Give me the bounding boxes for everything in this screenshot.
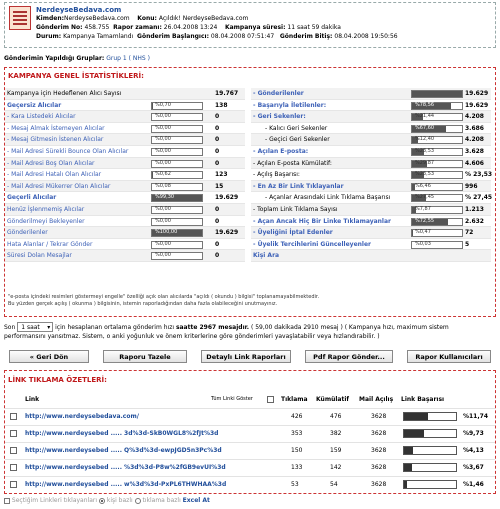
stat-label[interactable]: Gönderilmeyi Bekleyenler	[7, 217, 85, 225]
link-url[interactable]: http://www.nerdeysebed ..... %3d%3d-P8w%2fGB9evUI%3d	[25, 464, 226, 471]
percent-label: %0,00	[155, 240, 171, 247]
stat-label[interactable]: - Mail Adresi Boş Olan Alıcılar	[7, 159, 95, 167]
links-header	[5, 394, 495, 406]
stat-label[interactable]: Geçersiz Alıcılar	[7, 101, 62, 109]
percent-label: %0,00	[155, 113, 171, 120]
percent-bar	[151, 206, 203, 214]
stat-row	[251, 134, 491, 146]
stat-row	[5, 227, 245, 239]
stat-label[interactable]: - Başarıyla İletilenler:	[253, 101, 327, 109]
percent-bar	[151, 113, 203, 121]
percent-label: %0,00	[155, 124, 171, 131]
stat-value: 19.629	[215, 194, 239, 202]
stat-label[interactable]: - Geri Sekenler:	[253, 113, 306, 121]
stat-value: 15	[215, 182, 224, 190]
link-row	[5, 425, 495, 442]
stat-value: 0	[215, 252, 220, 260]
radio-person[interactable]	[99, 498, 105, 504]
link-success-bar	[403, 429, 457, 438]
link-success-bar-fill	[404, 413, 428, 420]
detailed-link-report-button[interactable]: Detaylı Link Raporları	[201, 350, 291, 363]
percent-label: %7,87	[415, 205, 431, 212]
stat-label: - Açılış Başarısı:	[253, 171, 300, 179]
stat-row	[251, 100, 491, 112]
stat-label: - Geçici Geri Sekenler	[265, 136, 330, 144]
stats-right-column	[251, 88, 491, 262]
stat-row	[5, 88, 245, 100]
percent-bar	[411, 113, 463, 121]
link-success-bar	[403, 463, 457, 472]
percent-label: %29,87	[415, 159, 435, 166]
percent-label: %27,45	[415, 194, 435, 201]
percent-bar	[411, 136, 463, 144]
stat-row	[251, 250, 491, 262]
back-button[interactable]: « Geri Dön	[9, 350, 89, 363]
stat-row	[5, 123, 245, 135]
period-select[interactable]: 1 saat ▾	[17, 322, 53, 332]
links-title: LİNK TIKLAMA ÖZETLERİ:	[8, 376, 107, 384]
percent-bar	[411, 90, 463, 98]
stat-row	[5, 158, 245, 170]
stat-value: 996	[465, 182, 478, 190]
percent-bar	[151, 194, 203, 202]
link-success-bar	[403, 480, 457, 489]
percent-bar	[151, 218, 203, 226]
link-clicks: 133	[291, 464, 303, 471]
stat-row	[251, 111, 491, 123]
stat-label[interactable]: - Açılan E-posta:	[253, 147, 309, 155]
percent-bar	[151, 136, 203, 144]
percent-label: %23,53	[415, 171, 435, 178]
stat-value: 2.632	[465, 217, 484, 225]
stat-row	[5, 134, 245, 146]
stat-value: 123	[215, 171, 228, 179]
link-cumulative: 159	[330, 447, 342, 454]
link-success-rate: %1,46	[463, 481, 484, 488]
stat-row	[5, 250, 245, 262]
stats-title: KAMPANYA GENEL İSTATİSTİKLERİ:	[8, 72, 144, 80]
stat-value: 19.629	[465, 90, 489, 97]
stat-rate: % 27,45	[465, 194, 493, 202]
stat-value: 19.629	[215, 229, 239, 237]
link-mail-opens: 3628	[371, 413, 387, 420]
percent-label: %0,00	[155, 205, 171, 212]
stat-value: 0	[215, 240, 220, 248]
col-link: Link	[25, 396, 40, 403]
percent-bar	[411, 229, 463, 237]
stat-value: 0	[215, 159, 220, 167]
stat-label[interactable]: Geçerli Alıcılar	[7, 194, 57, 202]
stat-value: 19.629	[465, 101, 489, 109]
stat-label: - Kalıcı Geri Sekenler	[265, 124, 328, 132]
link-clicks: 150	[291, 447, 303, 454]
header-row-3: Durum: Kampanya Tamamlandı Gönderim Başlangıcı: 08.04.2008 07:51:47 Gönderim Bitiş: 08.04.2008 19:50:56	[36, 33, 398, 40]
link-success-rate: %4,13	[463, 447, 484, 454]
link-success-rate: %9,73	[463, 430, 484, 437]
header-row-2: Gönderim No: 458.755 Rapor zamanı: 26.04.2008 13:24 Kampanya süresi: 11 saat 59 dakika	[36, 24, 341, 31]
stat-value: 3.686	[465, 124, 484, 132]
link-cumulative: 382	[330, 430, 342, 437]
stat-value: 4.208	[465, 136, 484, 144]
link-url[interactable]: http://www.nerdeysebedava.com/	[25, 413, 139, 420]
pdf-report-button[interactable]: Pdf Rapor Gönder...	[305, 350, 393, 363]
col-kumulatif: Kümülatif	[316, 396, 349, 403]
stat-label[interactable]: - Mesaj Gitmesin İstenen Alıcılar	[7, 136, 104, 144]
stat-value: 138	[215, 101, 228, 109]
stat-label[interactable]: - Üyelik Tercihlerini Güncelleyenler	[253, 240, 372, 248]
site-title[interactable]: NerdeyseBedava.com	[36, 6, 122, 14]
stat-label[interactable]: - Mail Adresi Mükerrer Olan Alıcılar	[7, 182, 111, 190]
stat-value: 72	[465, 229, 474, 237]
link-success-rate: %11,74	[463, 413, 488, 420]
percent-label: %0,08	[155, 182, 171, 189]
percent-label: %23,53	[415, 147, 435, 154]
percent-bar	[411, 125, 463, 133]
link-success-bar	[403, 412, 457, 421]
percent-label: %67,60	[415, 124, 435, 131]
show-all-checkbox[interactable]	[267, 396, 274, 403]
stat-row	[5, 100, 245, 112]
action-buttons	[9, 350, 491, 364]
stat-label[interactable]: - Mesaj Almak İstemeyen Alıcılar	[7, 124, 105, 132]
stat-row	[251, 192, 491, 204]
stat-row	[5, 204, 245, 216]
link-mail-opens: 3628	[371, 481, 387, 488]
stat-label[interactable]: - Açan Ancak Hiç Bir Linke Tıklamayanlar	[253, 217, 391, 225]
stat-label[interactable]: - Kara Listedeki Alıcılar	[7, 113, 76, 121]
stat-row	[5, 216, 245, 228]
excel-export-link[interactable]: Excel At	[182, 497, 210, 504]
stat-value: 4.606	[465, 159, 484, 167]
percent-bar	[411, 148, 463, 156]
link-mail-opens: 3628	[371, 447, 387, 454]
percent-bar	[151, 252, 203, 260]
link-success-bar-fill	[404, 464, 412, 471]
stats-note: "e-posta içindeki resimleri göstermeyi engelle" özelliği açık olan alıcılarda "açıldı ( okundu ) bilgisi" toplanamayabilmektedir. Bu yüzden gerçek açılış ( okunma ) bilgisinin, istemin raporladığından daha fazla olabileceğini unutmayınız.	[8, 294, 320, 307]
stat-label: - Toplam Link Tıklama Sayısı	[253, 205, 338, 213]
link-mail-opens: 3628	[371, 464, 387, 471]
report-users-button[interactable]: Rapor Kullanıcıları	[407, 350, 491, 363]
percent-bar	[151, 229, 203, 237]
link-success-bar-fill	[404, 447, 413, 454]
show-all-label: Tüm Linki Göster	[211, 396, 253, 402]
percent-bar-fill	[412, 91, 462, 97]
col-mail-acilis: Mail Açılış	[359, 396, 394, 403]
stat-value: 0	[215, 124, 220, 132]
campaign-header	[4, 2, 496, 48]
stat-label: - Açılan E-posta Kümülatif:	[253, 159, 332, 167]
col-tiklama: Tıklama	[281, 396, 308, 403]
stat-row	[5, 181, 245, 193]
stat-label[interactable]: - Üyeliğini İptal Edenler	[253, 229, 333, 237]
percent-bar	[411, 194, 463, 202]
stat-value: 19.767	[215, 90, 239, 97]
stat-value: 3.628	[465, 147, 484, 155]
link-checkbox[interactable]	[10, 430, 17, 437]
percent-label: %78,56	[415, 101, 435, 108]
stat-value: 0	[215, 217, 220, 225]
percent-label: %6,46	[415, 182, 431, 189]
link-success-bar-fill	[404, 481, 407, 488]
stat-label[interactable]: Henüz İşlenmemiş Alıcılar	[7, 205, 85, 213]
percent-bar	[411, 206, 463, 214]
stat-row	[251, 204, 491, 216]
percent-label: %0,00	[155, 159, 171, 166]
report-icon	[9, 6, 31, 30]
stat-value: 0	[215, 136, 220, 144]
groups-line: Gönderimin Yapıldığı Gruplar: Grup 1 ( NHS )	[4, 55, 150, 62]
link-row	[5, 476, 495, 493]
stat-label[interactable]: Süresi Dolan Mesajlar	[7, 252, 72, 260]
link-checkbox[interactable]	[10, 464, 17, 471]
percent-bar	[151, 125, 203, 133]
link-url[interactable]: http://www.nerdeysebed ..... Q%3d%3d-ewpJGD5n3Pc%3d	[25, 447, 222, 454]
stat-label[interactable]: Gönderilenler	[7, 229, 48, 237]
percent-label: %0,00	[155, 147, 171, 154]
percent-bar	[151, 171, 203, 179]
stat-label[interactable]: Hata Alanlar / Tekrar Gönder	[7, 240, 93, 248]
link-checkbox[interactable]	[10, 413, 17, 420]
percent-bar	[411, 102, 463, 110]
stat-label: - Açanlar Arasındaki Link Tıklama Başarısı	[265, 194, 391, 202]
link-success-bar	[403, 446, 457, 455]
stat-value: 5	[465, 240, 470, 248]
link-cumulative: 476	[330, 413, 342, 420]
stat-row	[251, 169, 491, 181]
stat-value: 4.208	[465, 113, 484, 121]
link-row	[5, 408, 495, 425]
link-cumulative: 54	[330, 481, 338, 488]
stat-value: 0	[215, 113, 220, 121]
link-row	[5, 442, 495, 459]
percent-label: %0,47	[415, 229, 431, 236]
header-row-1: Kimden:NerdeyseBedava.com Konu: Açıldık! NerdeyseBedava.com	[36, 15, 249, 22]
link-clicks: 426	[291, 413, 303, 420]
stat-row	[251, 181, 491, 193]
link-success-bar-fill	[404, 430, 424, 437]
link-url[interactable]: http://www.nerdeysebed ..... w%3d%3d-PxPL6THWHAA%3d	[25, 481, 227, 488]
stat-value: 1.213	[465, 205, 484, 213]
stat-row	[5, 169, 245, 181]
percent-label: %72,55	[415, 217, 435, 224]
link-url[interactable]: http://www.nerdeysebed ..... 3d%3d-SkB0WGL8%2fJt%3d	[25, 430, 219, 437]
percent-label: %99,30	[155, 194, 175, 201]
stat-rate: % 23,53	[465, 171, 493, 179]
link-click-panel	[4, 370, 496, 494]
stats-left-column	[5, 88, 245, 262]
col-basari: Link Başarısı	[401, 396, 445, 403]
stat-value: 0	[215, 147, 220, 155]
percent-label: %0,00	[155, 136, 171, 143]
percent-bar	[151, 241, 203, 249]
percent-label: %100,00	[155, 229, 178, 236]
stat-value: 0	[215, 205, 220, 213]
campaign-stats-panel	[4, 67, 496, 317]
percent-bar	[151, 148, 203, 156]
stat-label[interactable]: - Mail Adresi Hatalı Olan Alıcılar	[7, 171, 102, 179]
selected-links-checkbox[interactable]	[4, 498, 10, 504]
percent-label: %0,62	[155, 171, 171, 178]
stat-label[interactable]: - En Az Bir Link Tıklayanlar	[253, 182, 344, 190]
percent-label: %0,00	[155, 252, 171, 259]
refresh-report-button[interactable]: Raporu Tazele	[103, 350, 187, 363]
group-link[interactable]: Grup 1 ( NHS )	[106, 55, 150, 62]
link-clicks: 353	[291, 430, 303, 437]
stat-row	[5, 111, 245, 123]
link-success-rate: %3,67	[463, 464, 484, 471]
link-clicks: 53	[291, 481, 299, 488]
percent-bar	[151, 102, 203, 110]
link-mail-opens: 3628	[371, 430, 387, 437]
link-cumulative: 142	[330, 464, 342, 471]
percent-bar	[411, 160, 463, 168]
percent-bar	[411, 183, 463, 191]
stat-label: Kampanya için Hedeflenen Alıcı Sayısı	[7, 90, 122, 97]
stat-label[interactable]: - Mail Adresi Sürekli Bounce Olan Alıcılar	[7, 147, 129, 155]
stat-label[interactable]: Kişi Ara	[253, 252, 280, 260]
percent-label: %12,40	[415, 136, 435, 143]
stat-row	[251, 227, 491, 239]
link-checkbox[interactable]	[10, 447, 17, 454]
stat-row	[5, 146, 245, 158]
percent-label: %21,44	[415, 113, 435, 120]
percent-label: %0,70	[155, 101, 171, 108]
percent-bar	[411, 241, 463, 249]
stat-row	[251, 158, 491, 170]
export-footer: Seçtiğim Linkleri tıklayanları kişi bazlı tıklama bazlı Excel At	[4, 496, 496, 506]
percent-bar	[411, 171, 463, 179]
stat-row	[251, 146, 491, 158]
percent-bar	[151, 160, 203, 168]
stat-row	[251, 123, 491, 135]
stat-row	[5, 239, 245, 251]
stat-label[interactable]: - Gönderilenler	[253, 90, 304, 97]
percent-label: %0,03	[415, 240, 431, 247]
stat-row	[5, 192, 245, 204]
stat-row	[251, 216, 491, 228]
stat-row	[251, 239, 491, 251]
radio-click[interactable]	[135, 498, 141, 504]
link-row	[5, 459, 495, 476]
percent-bar	[411, 218, 463, 226]
link-checkbox[interactable]	[10, 481, 17, 488]
percent-bar	[151, 183, 203, 191]
speed-info: Son 1 saat ▾ için hesaplanan ortalama gönderim hızı saatte 2967 mesajdır. ( 59,00 dakikada 2910 mesaj ) ( Kampanya hızı, maximum sistem performansını yansıtmaz. Sistem, o anki yoğunluk ve önem kriterlerine göre gönderimleri yavaşlatabilir veya hızlandırabilir. )	[4, 322, 496, 341]
stat-row	[251, 88, 491, 100]
percent-label: %0,00	[155, 217, 171, 224]
